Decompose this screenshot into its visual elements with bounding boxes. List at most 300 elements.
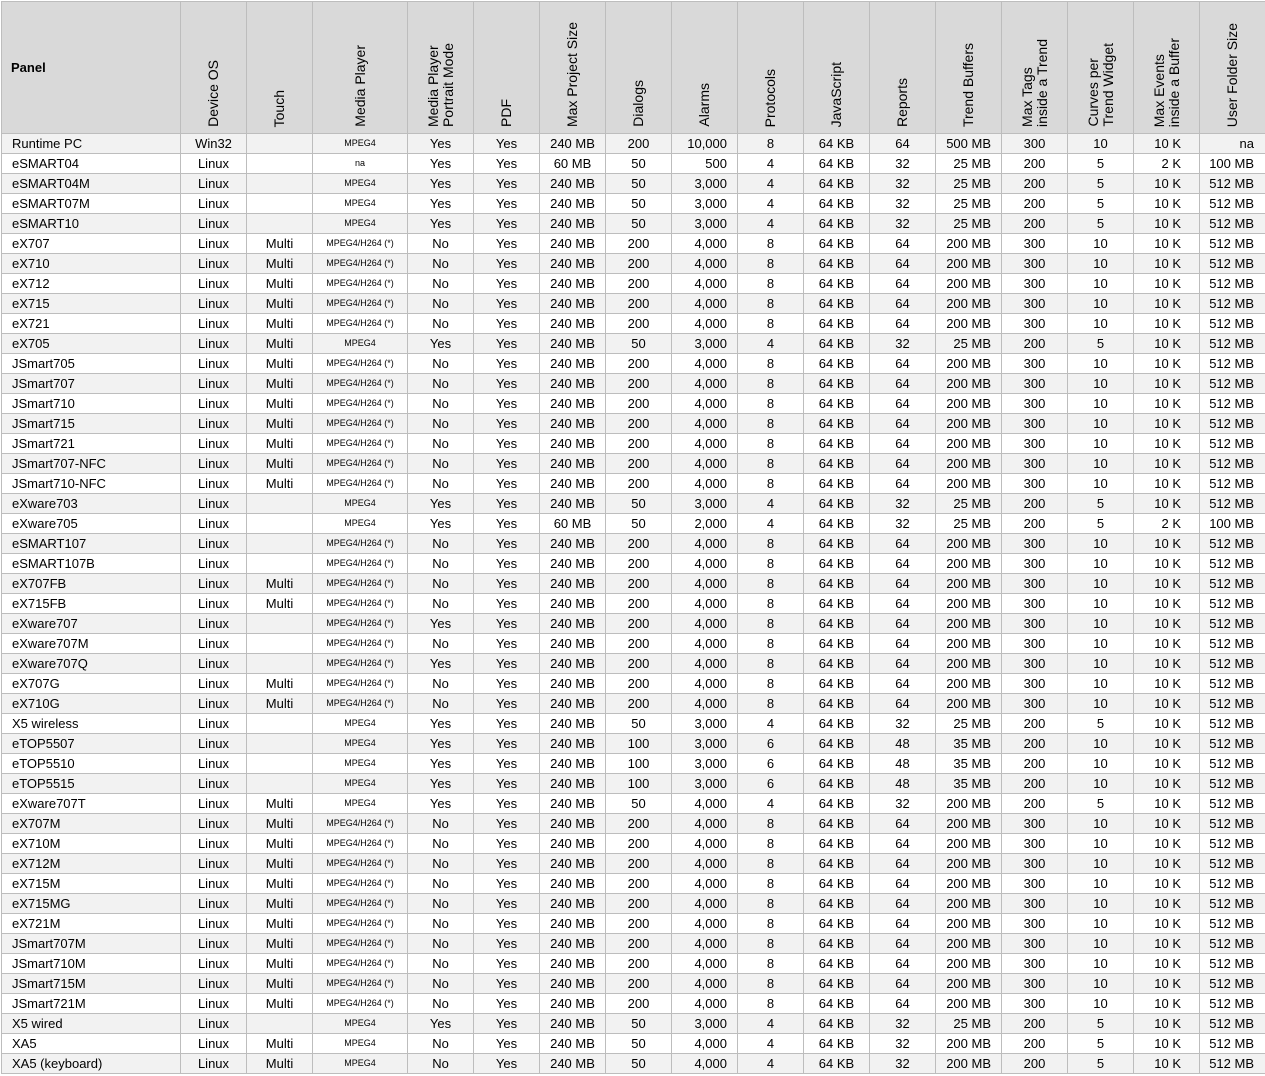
cell-portrait-mode: No	[408, 1034, 474, 1054]
column-header-label: Trend Buffers	[961, 43, 976, 127]
cell-protocols: 8	[738, 534, 804, 554]
cell-portrait-mode: No	[408, 394, 474, 414]
cell-protocols: 8	[738, 894, 804, 914]
cell-alarms: 4,000	[672, 554, 738, 574]
column-header-dialogs	[606, 2, 672, 134]
cell-curves-widget: 5	[1068, 1034, 1134, 1054]
cell-reports: 64	[870, 274, 936, 294]
table-row	[2, 614, 1265, 634]
cell-pdf: Yes	[474, 934, 540, 954]
cell-alarms: 4,000	[672, 594, 738, 614]
cell-user-folder-size: 512 MB	[1200, 694, 1265, 714]
cell-touch	[247, 634, 313, 654]
table-row	[2, 1014, 1265, 1034]
column-header-alarms	[672, 2, 738, 134]
cell-max-tags-trend: 300	[1002, 314, 1068, 334]
cell-user-folder-size: 512 MB	[1200, 294, 1265, 314]
cell-max-tags-trend: 300	[1002, 534, 1068, 554]
cell-curves-widget: 10	[1068, 894, 1134, 914]
cell-protocols: 8	[738, 874, 804, 894]
cell-user-folder-size: 512 MB	[1200, 774, 1265, 794]
cell-device-os: Linux	[181, 434, 247, 454]
cell-max-project-size: 240 MB	[540, 794, 606, 814]
cell-trend-buffers: 25 MB	[936, 214, 1002, 234]
cell-trend-buffers: 200 MB	[936, 914, 1002, 934]
cell-dialogs: 200	[606, 414, 672, 434]
cell-curves-widget: 5	[1068, 514, 1134, 534]
cell-reports: 64	[870, 914, 936, 934]
cell-alarms: 4,000	[672, 994, 738, 1014]
cell-user-folder-size: 512 MB	[1200, 934, 1265, 954]
cell-max-project-size: 240 MB	[540, 394, 606, 414]
cell-max-tags-trend: 300	[1002, 254, 1068, 274]
cell-touch: Multi	[247, 894, 313, 914]
cell-trend-buffers: 200 MB	[936, 474, 1002, 494]
cell-dialogs: 50	[606, 794, 672, 814]
cell-max-events-buffer: 10 K	[1134, 374, 1200, 394]
cell-max-project-size: 240 MB	[540, 134, 606, 154]
cell-max-tags-trend: 300	[1002, 894, 1068, 914]
cell-alarms: 4,000	[672, 654, 738, 674]
cell-reports: 32	[870, 514, 936, 534]
cell-max-events-buffer: 10 K	[1134, 254, 1200, 274]
cell-max-events-buffer: 10 K	[1134, 574, 1200, 594]
cell-javascript: 64 KB	[804, 1014, 870, 1034]
table-row	[2, 134, 1265, 154]
cell-javascript: 64 KB	[804, 994, 870, 1014]
cell-protocols: 8	[738, 274, 804, 294]
cell-curves-widget: 10	[1068, 654, 1134, 674]
cell-user-folder-size: 512 MB	[1200, 1034, 1265, 1054]
cell-protocols: 8	[738, 314, 804, 334]
cell-dialogs: 200	[606, 674, 672, 694]
cell-curves-widget: 10	[1068, 294, 1134, 314]
cell-max-project-size: 60 MB	[540, 154, 606, 174]
cell-protocols: 4	[738, 714, 804, 734]
table-row	[2, 654, 1265, 674]
cell-panel: eXware707	[2, 614, 181, 634]
cell-media-player: MPEG4/H264 (*)	[313, 354, 408, 374]
cell-alarms: 4,000	[672, 434, 738, 454]
cell-alarms: 4,000	[672, 474, 738, 494]
cell-alarms: 3,000	[672, 214, 738, 234]
cell-touch	[247, 154, 313, 174]
table-row	[2, 814, 1265, 834]
cell-alarms: 4,000	[672, 294, 738, 314]
cell-device-os: Linux	[181, 794, 247, 814]
cell-user-folder-size: 512 MB	[1200, 974, 1265, 994]
cell-javascript: 64 KB	[804, 694, 870, 714]
column-header-javascript	[804, 2, 870, 134]
cell-panel: JSmart710	[2, 394, 181, 414]
cell-portrait-mode: No	[408, 634, 474, 654]
cell-trend-buffers: 200 MB	[936, 974, 1002, 994]
cell-javascript: 64 KB	[804, 434, 870, 454]
cell-pdf: Yes	[474, 134, 540, 154]
cell-user-folder-size: 512 MB	[1200, 594, 1265, 614]
cell-device-os: Linux	[181, 694, 247, 714]
cell-max-tags-trend: 200	[1002, 754, 1068, 774]
cell-device-os: Linux	[181, 854, 247, 874]
cell-panel: Runtime PC	[2, 134, 181, 154]
cell-portrait-mode: No	[408, 434, 474, 454]
column-header-wrap	[870, 78, 935, 127]
cell-touch: Multi	[247, 934, 313, 954]
cell-protocols: 8	[738, 554, 804, 574]
cell-max-project-size: 240 MB	[540, 614, 606, 634]
cell-dialogs: 50	[606, 1014, 672, 1034]
header-row	[2, 2, 1265, 134]
cell-max-tags-trend: 300	[1002, 294, 1068, 314]
cell-max-tags-trend: 300	[1002, 574, 1068, 594]
cell-protocols: 8	[738, 914, 804, 934]
cell-touch: Multi	[247, 234, 313, 254]
cell-reports: 32	[870, 1014, 936, 1034]
cell-javascript: 64 KB	[804, 174, 870, 194]
cell-touch: Multi	[247, 1034, 313, 1054]
cell-protocols: 8	[738, 354, 804, 374]
cell-user-folder-size: 512 MB	[1200, 834, 1265, 854]
cell-max-project-size: 240 MB	[540, 174, 606, 194]
cell-max-events-buffer: 10 K	[1134, 274, 1200, 294]
cell-curves-widget: 10	[1068, 594, 1134, 614]
cell-dialogs: 200	[606, 834, 672, 854]
cell-user-folder-size: 512 MB	[1200, 634, 1265, 654]
cell-portrait-mode: No	[408, 594, 474, 614]
cell-touch: Multi	[247, 594, 313, 614]
cell-pdf: Yes	[474, 434, 540, 454]
column-header-wrap	[804, 62, 869, 127]
cell-media-player: MPEG4	[313, 174, 408, 194]
column-header-label: Device OS	[206, 60, 221, 127]
cell-trend-buffers: 200 MB	[936, 534, 1002, 554]
cell-portrait-mode: No	[408, 694, 474, 714]
cell-trend-buffers: 200 MB	[936, 934, 1002, 954]
column-header-pdf	[474, 2, 540, 134]
cell-javascript: 64 KB	[804, 614, 870, 634]
cell-reports: 64	[870, 374, 936, 394]
cell-pdf: Yes	[474, 1034, 540, 1054]
cell-protocols: 8	[738, 254, 804, 274]
cell-dialogs: 200	[606, 394, 672, 414]
cell-panel: eXware707M	[2, 634, 181, 654]
cell-curves-widget: 10	[1068, 274, 1134, 294]
cell-alarms: 4,000	[672, 414, 738, 434]
table-row	[2, 334, 1265, 354]
column-header-touch	[247, 2, 313, 134]
cell-device-os: Linux	[181, 594, 247, 614]
cell-protocols: 8	[738, 414, 804, 434]
cell-device-os: Linux	[181, 454, 247, 474]
table-row	[2, 374, 1265, 394]
cell-pdf: Yes	[474, 274, 540, 294]
cell-max-tags-trend: 200	[1002, 154, 1068, 174]
cell-pdf: Yes	[474, 814, 540, 834]
cell-media-player: MPEG4/H264 (*)	[313, 534, 408, 554]
cell-max-events-buffer: 10 K	[1134, 834, 1200, 854]
cell-alarms: 4,000	[672, 354, 738, 374]
cell-trend-buffers: 200 MB	[936, 434, 1002, 454]
cell-panel: eSMART04	[2, 154, 181, 174]
cell-media-player: MPEG4/H264 (*)	[313, 614, 408, 634]
cell-media-player: MPEG4/H264 (*)	[313, 374, 408, 394]
cell-dialogs: 50	[606, 1034, 672, 1054]
cell-media-player: MPEG4	[313, 1054, 408, 1074]
cell-max-tags-trend: 300	[1002, 374, 1068, 394]
cell-touch	[247, 614, 313, 634]
cell-reports: 64	[870, 354, 936, 374]
cell-javascript: 64 KB	[804, 254, 870, 274]
cell-user-folder-size: 512 MB	[1200, 614, 1265, 634]
cell-dialogs: 200	[606, 614, 672, 634]
table-row	[2, 274, 1265, 294]
column-header-label: Media Player	[353, 45, 368, 127]
cell-alarms: 4,000	[672, 694, 738, 714]
cell-portrait-mode: No	[408, 874, 474, 894]
cell-panel: eX715FB	[2, 594, 181, 614]
column-header-wrap	[672, 83, 737, 127]
cell-dialogs: 200	[606, 274, 672, 294]
cell-protocols: 4	[738, 214, 804, 234]
cell-device-os: Linux	[181, 274, 247, 294]
cell-curves-widget: 10	[1068, 914, 1134, 934]
cell-max-project-size: 240 MB	[540, 454, 606, 474]
cell-portrait-mode: No	[408, 934, 474, 954]
table-row	[2, 994, 1265, 1014]
cell-dialogs: 100	[606, 754, 672, 774]
cell-protocols: 4	[738, 494, 804, 514]
cell-portrait-mode: Yes	[408, 214, 474, 234]
cell-dialogs: 200	[606, 654, 672, 674]
table-row	[2, 954, 1265, 974]
cell-javascript: 64 KB	[804, 234, 870, 254]
cell-javascript: 64 KB	[804, 394, 870, 414]
column-header-user-folder-size	[1200, 2, 1265, 134]
cell-media-player: MPEG4	[313, 494, 408, 514]
cell-device-os: Linux	[181, 194, 247, 214]
cell-user-folder-size: 512 MB	[1200, 574, 1265, 594]
cell-media-player: MPEG4/H264 (*)	[313, 894, 408, 914]
cell-user-folder-size: 512 MB	[1200, 254, 1265, 274]
cell-max-tags-trend: 200	[1002, 334, 1068, 354]
cell-user-folder-size: 512 MB	[1200, 214, 1265, 234]
cell-reports: 32	[870, 494, 936, 514]
cell-portrait-mode: Yes	[408, 774, 474, 794]
cell-dialogs: 200	[606, 434, 672, 454]
cell-trend-buffers: 200 MB	[936, 374, 1002, 394]
cell-media-player: MPEG4/H264 (*)	[313, 314, 408, 334]
cell-max-events-buffer: 10 K	[1134, 794, 1200, 814]
cell-trend-buffers: 200 MB	[936, 814, 1002, 834]
cell-dialogs: 200	[606, 934, 672, 954]
cell-reports: 64	[870, 814, 936, 834]
cell-user-folder-size: 512 MB	[1200, 1054, 1265, 1074]
cell-touch: Multi	[247, 574, 313, 594]
cell-curves-widget: 10	[1068, 414, 1134, 434]
cell-trend-buffers: 200 MB	[936, 294, 1002, 314]
cell-protocols: 8	[738, 594, 804, 614]
cell-panel: JSmart707	[2, 374, 181, 394]
cell-trend-buffers: 25 MB	[936, 194, 1002, 214]
column-header-protocols	[738, 2, 804, 134]
cell-touch: Multi	[247, 474, 313, 494]
cell-curves-widget: 10	[1068, 254, 1134, 274]
table-row	[2, 154, 1265, 174]
table-row	[2, 674, 1265, 694]
cell-device-os: Linux	[181, 494, 247, 514]
cell-protocols: 8	[738, 374, 804, 394]
cell-javascript: 64 KB	[804, 934, 870, 954]
cell-dialogs: 200	[606, 474, 672, 494]
cell-touch: Multi	[247, 454, 313, 474]
table-row	[2, 574, 1265, 594]
cell-dialogs: 50	[606, 194, 672, 214]
cell-dialogs: 200	[606, 134, 672, 154]
cell-max-project-size: 240 MB	[540, 834, 606, 854]
cell-portrait-mode: No	[408, 854, 474, 874]
cell-touch: Multi	[247, 374, 313, 394]
cell-pdf: Yes	[474, 994, 540, 1014]
cell-panel: eX707	[2, 234, 181, 254]
cell-user-folder-size: 512 MB	[1200, 854, 1265, 874]
cell-protocols: 6	[738, 754, 804, 774]
cell-panel: eX710M	[2, 834, 181, 854]
cell-max-events-buffer: 10 K	[1134, 134, 1200, 154]
cell-max-tags-trend: 300	[1002, 394, 1068, 414]
cell-media-player: na	[313, 154, 408, 174]
cell-device-os: Linux	[181, 214, 247, 234]
cell-panel: eX712M	[2, 854, 181, 874]
cell-portrait-mode: No	[408, 974, 474, 994]
cell-reports: 32	[870, 1034, 936, 1054]
cell-user-folder-size: 512 MB	[1200, 714, 1265, 734]
cell-protocols: 8	[738, 294, 804, 314]
cell-portrait-mode: No	[408, 954, 474, 974]
cell-media-player: MPEG4/H264 (*)	[313, 274, 408, 294]
cell-max-tags-trend: 200	[1002, 734, 1068, 754]
column-header-label: Alarms	[697, 83, 712, 127]
column-header-label: Media Player Portrait Mode	[426, 43, 456, 127]
cell-reports: 64	[870, 294, 936, 314]
cell-max-tags-trend: 300	[1002, 274, 1068, 294]
cell-touch: Multi	[247, 294, 313, 314]
cell-javascript: 64 KB	[804, 854, 870, 874]
cell-portrait-mode: Yes	[408, 174, 474, 194]
cell-curves-widget: 10	[1068, 574, 1134, 594]
cell-device-os: Linux	[181, 894, 247, 914]
cell-javascript: 64 KB	[804, 354, 870, 374]
cell-curves-widget: 10	[1068, 874, 1134, 894]
cell-javascript: 64 KB	[804, 714, 870, 734]
cell-pdf: Yes	[474, 314, 540, 334]
column-header-wrap	[1134, 38, 1199, 127]
cell-reports: 48	[870, 734, 936, 754]
cell-device-os: Linux	[181, 914, 247, 934]
cell-dialogs: 200	[606, 894, 672, 914]
cell-max-tags-trend: 200	[1002, 1014, 1068, 1034]
cell-javascript: 64 KB	[804, 874, 870, 894]
cell-user-folder-size: 512 MB	[1200, 494, 1265, 514]
cell-reports: 64	[870, 594, 936, 614]
cell-pdf: Yes	[474, 234, 540, 254]
table-row	[2, 214, 1265, 234]
cell-reports: 48	[870, 754, 936, 774]
cell-device-os: Linux	[181, 354, 247, 374]
cell-portrait-mode: Yes	[408, 134, 474, 154]
column-header-wrap	[1002, 39, 1067, 127]
table-row	[2, 874, 1265, 894]
cell-media-player: MPEG4/H264 (*)	[313, 994, 408, 1014]
cell-curves-widget: 10	[1068, 374, 1134, 394]
cell-portrait-mode: No	[408, 414, 474, 434]
cell-dialogs: 50	[606, 714, 672, 734]
cell-touch: Multi	[247, 394, 313, 414]
cell-portrait-mode: Yes	[408, 714, 474, 734]
cell-protocols: 4	[738, 514, 804, 534]
cell-panel: JSmart721	[2, 434, 181, 454]
cell-javascript: 64 KB	[804, 414, 870, 434]
cell-portrait-mode: No	[408, 914, 474, 934]
cell-max-tags-trend: 300	[1002, 874, 1068, 894]
cell-touch: Multi	[247, 354, 313, 374]
cell-panel: XA5 (keyboard)	[2, 1054, 181, 1074]
cell-touch: Multi	[247, 974, 313, 994]
cell-alarms: 3,000	[672, 174, 738, 194]
cell-max-tags-trend: 200	[1002, 174, 1068, 194]
cell-curves-widget: 10	[1068, 834, 1134, 854]
cell-device-os: Linux	[181, 154, 247, 174]
column-header-wrap	[936, 43, 1001, 127]
table-row	[2, 894, 1265, 914]
cell-max-events-buffer: 10 K	[1134, 974, 1200, 994]
cell-max-project-size: 240 MB	[540, 474, 606, 494]
cell-alarms: 4,000	[672, 274, 738, 294]
cell-portrait-mode: No	[408, 274, 474, 294]
cell-panel: eXware707T	[2, 794, 181, 814]
column-header-label: Max Tags inside a Trend	[1020, 39, 1050, 127]
cell-reports: 64	[870, 854, 936, 874]
cell-device-os: Linux	[181, 314, 247, 334]
cell-touch	[247, 534, 313, 554]
cell-curves-widget: 10	[1068, 854, 1134, 874]
cell-touch	[247, 514, 313, 534]
cell-dialogs: 200	[606, 354, 672, 374]
cell-protocols: 4	[738, 794, 804, 814]
cell-pdf: Yes	[474, 554, 540, 574]
cell-alarms: 4,000	[672, 934, 738, 954]
cell-max-project-size: 240 MB	[540, 534, 606, 554]
cell-reports: 64	[870, 934, 936, 954]
cell-device-os: Linux	[181, 1034, 247, 1054]
cell-touch	[247, 554, 313, 574]
cell-max-events-buffer: 10 K	[1134, 194, 1200, 214]
cell-max-tags-trend: 300	[1002, 414, 1068, 434]
cell-curves-widget: 10	[1068, 994, 1134, 1014]
cell-max-project-size: 240 MB	[540, 934, 606, 954]
cell-reports: 64	[870, 634, 936, 654]
cell-reports: 64	[870, 674, 936, 694]
cell-media-player: MPEG4	[313, 334, 408, 354]
table-row	[2, 1054, 1265, 1074]
cell-max-project-size: 240 MB	[540, 774, 606, 794]
cell-curves-widget: 10	[1068, 774, 1134, 794]
cell-user-folder-size: 512 MB	[1200, 274, 1265, 294]
cell-dialogs: 200	[606, 694, 672, 714]
cell-alarms: 4,000	[672, 974, 738, 994]
cell-protocols: 4	[738, 1054, 804, 1074]
cell-pdf: Yes	[474, 894, 540, 914]
table-row	[2, 414, 1265, 434]
